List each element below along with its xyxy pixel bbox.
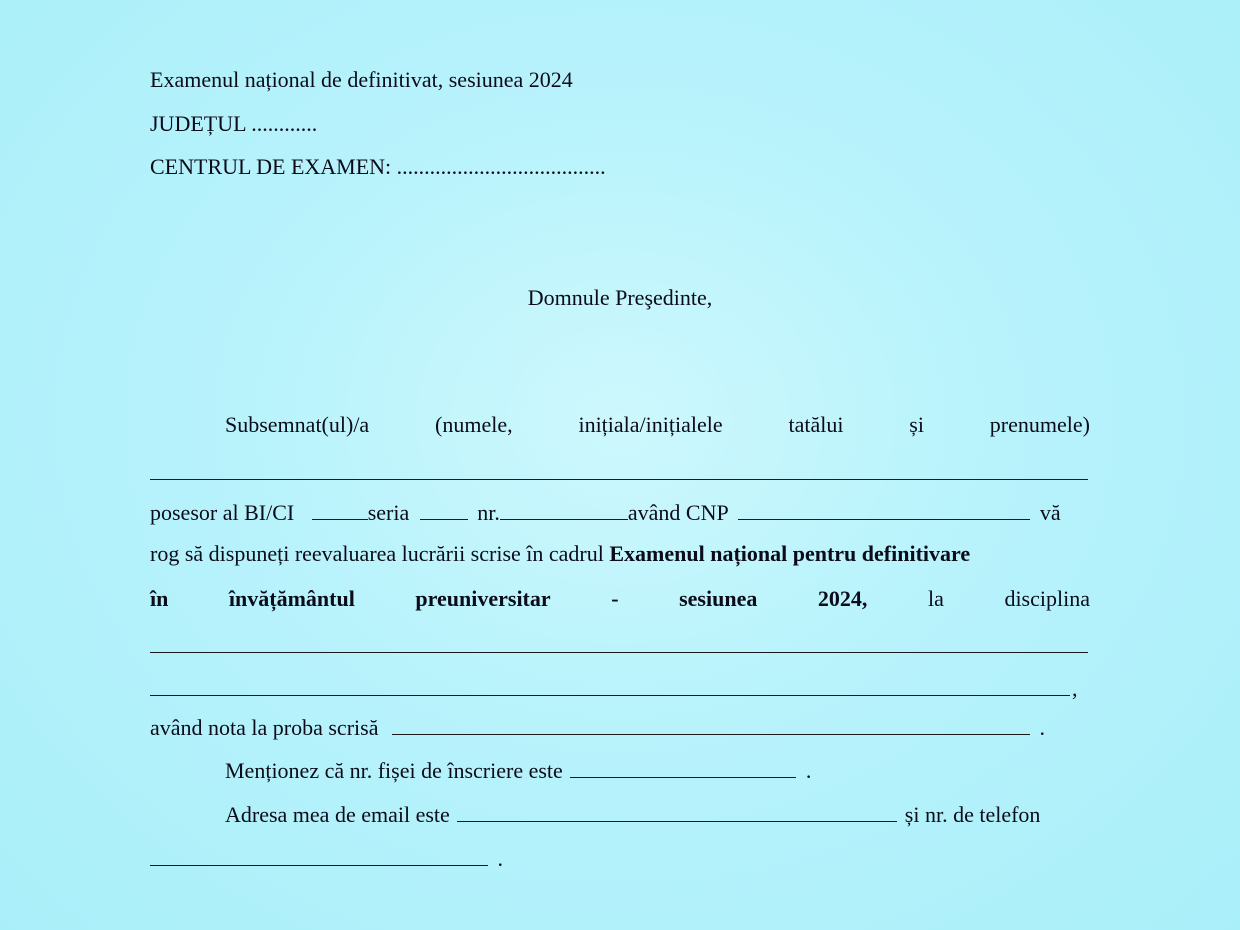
period: . — [1039, 715, 1045, 740]
id-document-line — [150, 499, 1061, 526]
discipline-blank-line-1[interactable] — [150, 652, 1088, 653]
number-blank[interactable] — [500, 499, 628, 520]
email-blank[interactable] — [457, 801, 897, 822]
cnp-blank[interactable] — [738, 499, 1030, 520]
exam-description-line — [150, 586, 1090, 612]
word: Subsemnat(ul)/a — [225, 412, 370, 437]
period: . — [805, 758, 812, 783]
salutation: Domnule Preşedinte, — [527, 285, 713, 310]
email-label: Adresa mea de email este — [225, 802, 450, 827]
period: . — [497, 846, 503, 871]
phone-line — [150, 845, 503, 872]
exam-name-bold: Examenul național pentru definitivare — [609, 541, 971, 566]
exam-center-line: CENTRUL DE EXAMEN: ...................................... — [150, 154, 606, 179]
phone-label: și nr. de telefon — [904, 802, 1041, 827]
request-text: rog să dispuneți reevaluarea lucrării scrise în cadrul — [150, 541, 610, 566]
word: tatălui — [788, 412, 844, 437]
id-label: posesor al BI/CI — [150, 500, 295, 525]
word: disciplina — [1004, 586, 1090, 611]
id-type-blank[interactable] — [312, 499, 368, 520]
cnp-label: având CNP — [627, 500, 728, 525]
number-label: nr. — [477, 500, 500, 525]
word: inițiala/inițialele — [578, 412, 723, 437]
word: vă — [1039, 500, 1061, 525]
word: învățământul — [228, 586, 355, 611]
comma: , — [1072, 676, 1078, 701]
registration-blank[interactable] — [570, 757, 796, 778]
discipline-blank-line-2[interactable] — [150, 695, 1070, 696]
series-blank[interactable] — [420, 499, 468, 520]
registration-line — [225, 757, 811, 784]
phone-blank[interactable] — [150, 845, 488, 866]
word: 2024, — [817, 586, 868, 611]
word: și — [909, 412, 924, 437]
word: la — [927, 586, 944, 611]
series-label: seria — [367, 500, 410, 525]
registration-label: Menționez că nr. fișei de înscriere este — [225, 758, 563, 783]
applicant-intro-line — [225, 412, 1090, 438]
exam-session-line: Examenul național de definitivat, sesiunea 2024 — [150, 67, 573, 92]
word: - — [611, 586, 619, 611]
word: prenumele) — [989, 412, 1090, 437]
request-line — [150, 541, 1090, 567]
county-line: JUDEȚUL ............ — [150, 111, 318, 136]
grade-blank[interactable] — [392, 714, 1030, 735]
grade-label: având nota la proba scrisă — [150, 715, 379, 740]
word: preuniversitar — [415, 586, 551, 611]
word: sesiunea — [679, 586, 758, 611]
name-blank-line[interactable] — [150, 479, 1088, 480]
grade-line — [150, 714, 1045, 741]
email-line — [225, 801, 1040, 828]
word: (numele, — [435, 412, 513, 437]
word: în — [150, 586, 169, 611]
